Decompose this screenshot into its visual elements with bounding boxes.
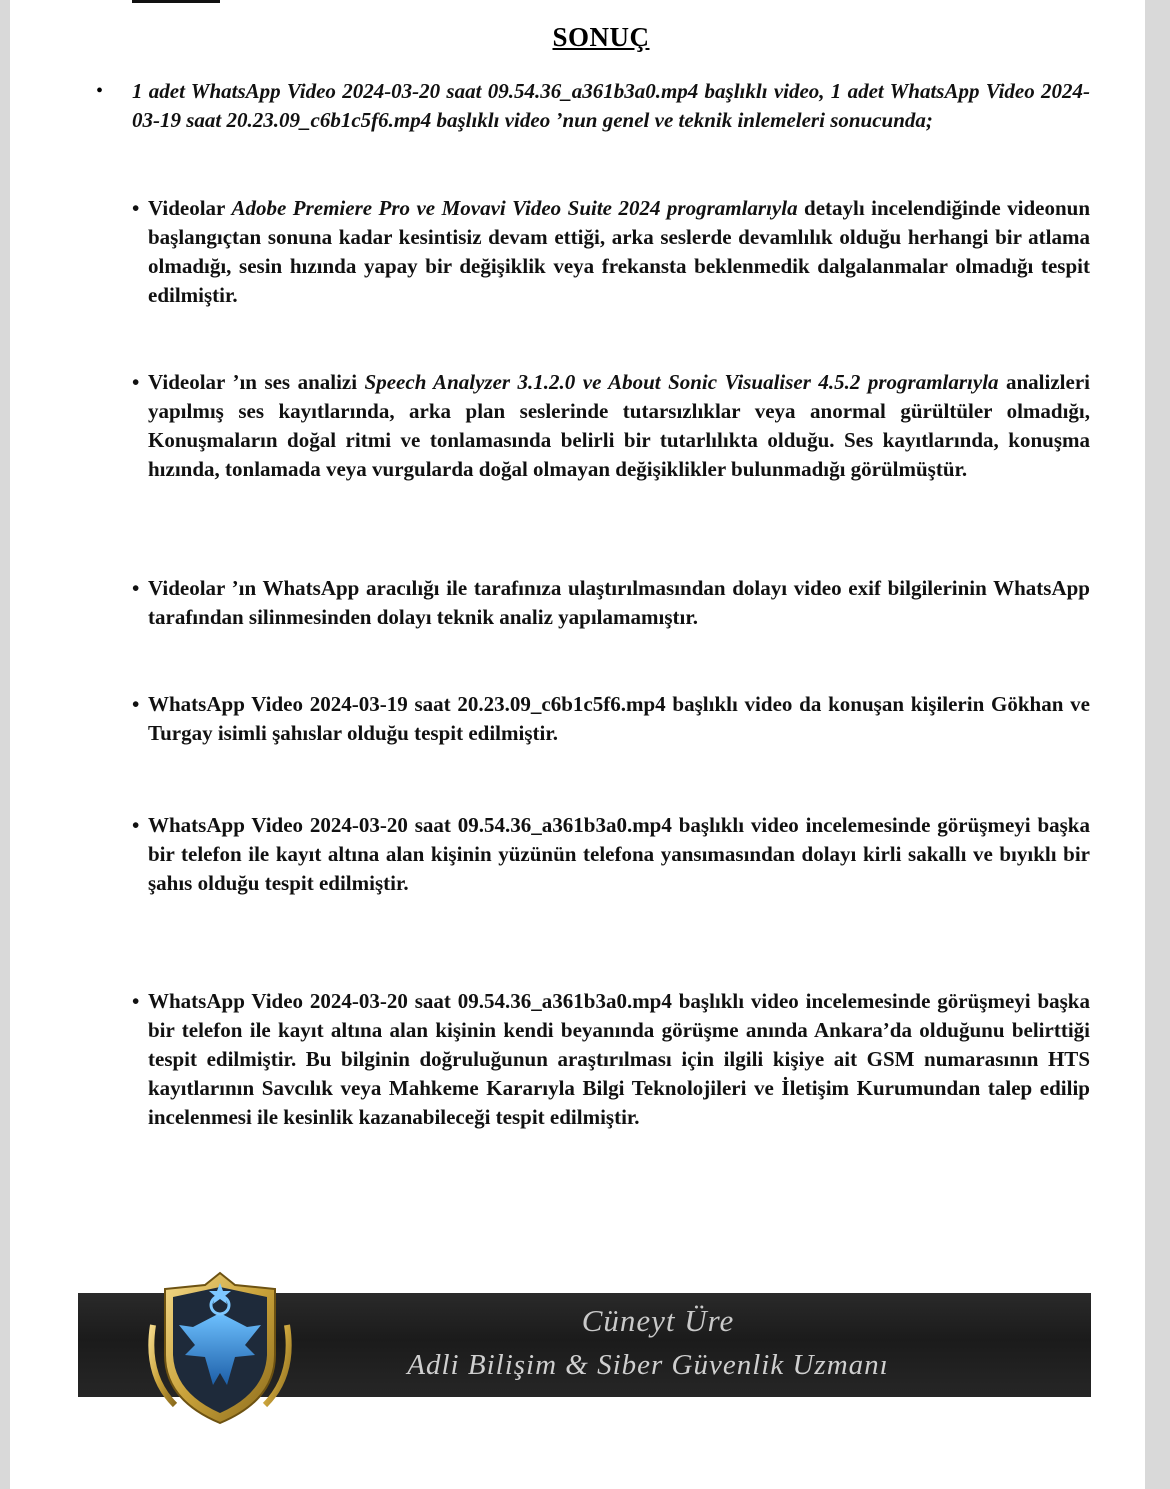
expert-name: Cüneyt Üre: [581, 1303, 735, 1338]
finding-item-1: [132, 194, 1090, 310]
finding-text: analizleri yapılmış ses kayıtlarında, arka plan seslerinde tutarsızlıklar veya anormal gürültüler olmadığı, Konuşmaların doğal ritmi ve tonlamasında belirli bir tutarlılıkta olduğu. Ses kayıtlarında, konuşma hızında, tonlamada veya vurgularda doğal olmayan değişiklikler bulunmadığı görülmüştür.: [148, 370, 1090, 481]
finding-text: Videolar ’ın ses analizi: [148, 370, 365, 394]
lead-bullet: •: [96, 80, 104, 102]
lead-paragraph: 1 adet WhatsApp Video 2024-03-20 saat 09.54.36_a361b3a0.mp4 başlıklı video, 1 adet WhatsApp Video 2024-03-19 saat 20.23.09_c6b1c5f6.mp4 başlıklı video ’nun genel ve teknik inlemeleri sonucunda;: [132, 79, 1090, 132]
bullet: •: [132, 576, 140, 600]
finding-item-3: [132, 574, 1090, 632]
finding-text: WhatsApp Video 2024-03-19 saat 20.23.09_c6b1c5f6.mp4 başlıklı video da konuşan kişilerin Gökhan ve Turgay isimli şahıslar olduğu tespit edilmiştir.: [148, 692, 1090, 745]
finding-text: Videolar ’ın WhatsApp aracılığı ile tarafınıza ulaştırılmasından dolayı video exif bilgilerinin WhatsApp tarafından silinmesinden dolayı teknik analiz yapılamamıştır.: [148, 576, 1090, 629]
bullet: •: [132, 196, 140, 220]
document-page: [10, 0, 1145, 1489]
finding-item-2: [132, 368, 1090, 484]
bullet: •: [132, 692, 140, 716]
finding-italic: Adobe Premiere Pro ve Movavi Video Suite 2024 programlarıyla: [231, 196, 798, 220]
expert-title: Adli Bilişim & Siber Güvenlik Uzmanı: [407, 1349, 889, 1381]
finding-item-6: [132, 987, 1090, 1132]
bullet: •: [132, 989, 140, 1013]
finding-text: WhatsApp Video 2024-03-20 saat 09.54.36_a361b3a0.mp4 başlıklı video incelemesinde görüşmeyi başka bir telefon ile kayıt altına alan kişinin kendi beyanında görüşme anında Ankara’da olduğunu belirttiği tespit edilmiştir. Bu bilginin doğruluğunun araştırılması için ilgili kişiye ait GSM numarasının HTS kayıtlarının Savcılık veya Mahkeme Kararıyla Bilgi Teknolojileri ve İletişim Kurumundan talep edilip incelenmesi ile kesinlik kazanabileceği tespit edilmiştir.: [148, 989, 1090, 1129]
eagle-crest-icon: [135, 1265, 305, 1430]
finding-item-4: [132, 690, 1090, 748]
finding-item-5: [132, 811, 1090, 898]
bullet: •: [132, 370, 140, 394]
bullet: •: [132, 813, 140, 837]
finding-italic: Speech Analyzer 3.1.2.0 ve About Sonic Visualiser 4.5.2 programlarıyla: [364, 370, 999, 394]
finding-text: detaylı incelendiğinde videonun başlangıçtan sonuna kadar kesintisiz devam ettiği, arka seslerde devamlılık olduğu herhangi bir atlama olmadığı, sesin hızında yapay bir değişiklik veya frekansta beklenmedik dalgalanmalar olmadığı tespit edilmiştir.: [148, 196, 1091, 307]
finding-text: Videolar: [148, 196, 232, 220]
top-rule: [132, 0, 220, 3]
page-title: SONUÇ: [552, 22, 650, 52]
finding-text: WhatsApp Video 2024-03-20 saat 09.54.36_a361b3a0.mp4 başlıklı video incelemesinde görüşmeyi başka bir telefon ile kayıt altına alan kişinin yüzünün telefona yansımasından dolayı kirli sakallı ve bıyıklı bir şahıs olduğu tespit edilmiştir.: [148, 813, 1090, 895]
